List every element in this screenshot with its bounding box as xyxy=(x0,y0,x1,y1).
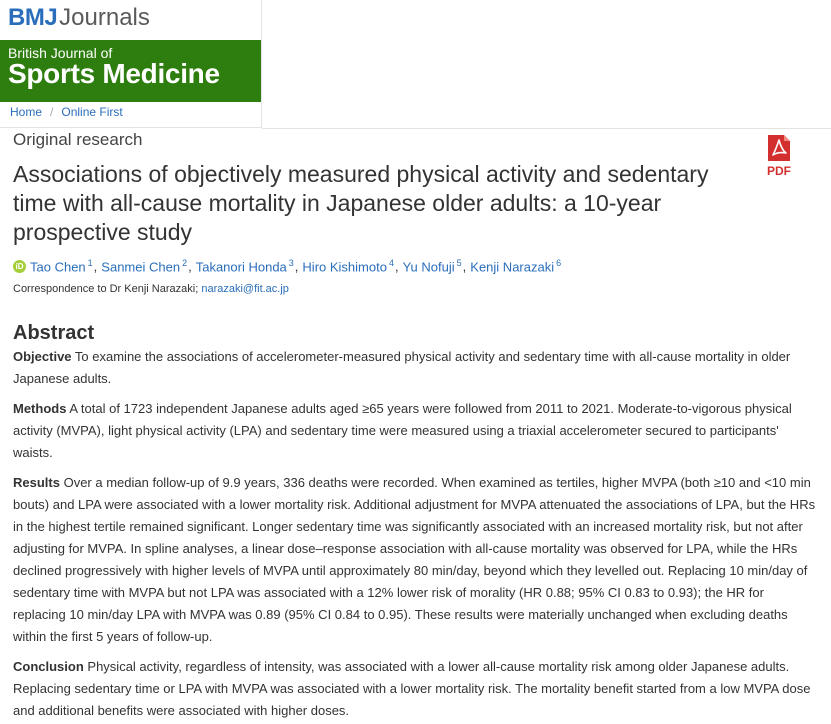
methods-text: A total of 1723 independent Japanese adults aged ≥65 years were followed from 2011 to 2021. Moderate-to-vigorous physical activity (MVPA), light physical activity (LPA) and sedentary time were measured using a triaxial accelerometer secured to participants' waists. xyxy=(13,401,792,460)
author-link[interactable] xyxy=(196,258,294,274)
author-link[interactable] xyxy=(470,258,561,274)
breadcrumb-home-link[interactable]: Home xyxy=(10,105,43,119)
pdf-icon xyxy=(764,133,794,163)
conclusion-text: Physical activity, regardless of intensity, was associated with a lower all-cause mortality risk among older Japanese adults. Replacing sedentary time or LPA with MVPA was associated with a lower mortality risk. The mortality benefit started from a low MVPA dose and additional benefits were associated with higher doses. xyxy=(13,659,811,718)
article-type: Original research xyxy=(13,130,143,149)
author-separator: , xyxy=(394,258,399,274)
author-affiliation[interactable]: 6 xyxy=(556,258,562,268)
bmj-journals-logo[interactable] xyxy=(8,4,150,32)
site-masthead xyxy=(0,0,262,128)
journal-name-line1: British Journal of xyxy=(8,45,113,61)
correspondence xyxy=(13,283,289,295)
author-name: Tao Chen xyxy=(30,259,86,275)
correspondence-email-link[interactable]: narazaki@fit.ac.jp xyxy=(201,283,289,295)
author-name: Yu Nofuji xyxy=(402,259,455,275)
pdf-label: PDF xyxy=(767,164,791,178)
author-link[interactable] xyxy=(302,258,394,274)
breadcrumb-separator: / xyxy=(50,105,54,119)
journals-wordmark: Journals xyxy=(59,4,150,31)
author-separator: , xyxy=(294,258,299,274)
pdf-download-button[interactable] xyxy=(762,133,796,181)
abstract-body xyxy=(13,346,818,724)
author-affiliation[interactable]: 2 xyxy=(182,258,188,268)
author-name: Kenji Narazaki xyxy=(470,259,555,275)
author-link[interactable] xyxy=(403,258,462,274)
methods-label: Methods xyxy=(13,401,67,416)
abstract-methods xyxy=(13,398,818,464)
author-separator: , xyxy=(462,258,467,274)
conclusion-label: Conclusion xyxy=(13,659,84,674)
breadcrumb-online-first-link[interactable]: Online First xyxy=(61,105,123,119)
article-title: Associations of objectively measured physical activity and sedentary time with all-cause mortality in Japanese older adults: a 10-year prospective study xyxy=(13,161,709,245)
author-name: Sanmei Chen xyxy=(101,259,181,275)
abstract-heading: Abstract xyxy=(13,322,95,344)
author-affiliation[interactable]: 3 xyxy=(288,258,294,268)
correspondence-prefix: Correspondence to Dr Kenji Narazaki; xyxy=(13,283,199,295)
journal-name-line2: Sports Medicine xyxy=(8,58,220,89)
author-name: Hiro Kishimoto xyxy=(302,259,387,275)
author-affiliation[interactable]: 5 xyxy=(456,258,462,268)
author-separator: , xyxy=(93,258,98,274)
author-name: Takanori Honda xyxy=(195,259,287,275)
objective-text: To examine the associations of accelerometer-measured physical activity and sedentary time with all-cause mortality in older Japanese adults. xyxy=(13,349,791,386)
author-link[interactable] xyxy=(30,258,93,274)
author-separator: , xyxy=(188,258,192,274)
abstract-results xyxy=(13,472,818,648)
breadcrumb xyxy=(10,105,123,119)
journal-banner[interactable] xyxy=(0,40,261,102)
author-affiliation[interactable]: 4 xyxy=(388,258,394,268)
abstract-conclusion xyxy=(13,656,818,722)
author-affiliation[interactable]: 1 xyxy=(87,258,93,268)
author-link[interactable] xyxy=(101,258,187,274)
orcid-icon[interactable]: iD xyxy=(13,260,26,273)
header-divider xyxy=(262,128,831,129)
results-text: Over a median follow-up of 9.9 years, 336 deaths were recorded. When examined as tertiles, higher MVPA (both ≥10 and <10 min bouts) and LPA were associated with a lower mortality risk. Additional adjustment for MVPA attenuated the associations of LPA, but the HRs in the highest tertile remained significant. Longer sedentary time was significantly associated with an increased mortality risk, but not after adjusting for MVPA. In spline analyses, a linear dose–response association with all-cause mortality was observed for LPA, while the HRs declined progressively with higher levels of MVPA until approximately 80 min/day, beyond which they levelled out. Replacing 10 min/day of sedentary time with MVPA but not LPA was associated with a 12% lower risk of morality (HR 0.88; 95% CI 0.83 to 0.93); the HR for replacing 10 min/day LPA with MVPA was 0.89 (95% CI 0.84 to 0.95). These results were materially unchanged when excluding deaths within the first 5 years of follow-up. xyxy=(13,475,816,644)
results-label: Results xyxy=(13,475,60,490)
bmj-wordmark: BMJ xyxy=(8,4,58,31)
abstract-objective xyxy=(13,346,818,390)
author-list xyxy=(13,258,561,274)
objective-label: Objective xyxy=(13,349,72,364)
